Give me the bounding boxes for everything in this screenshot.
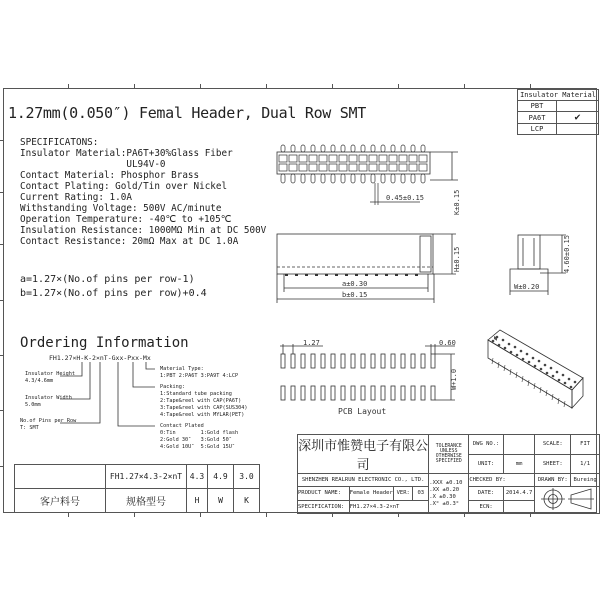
spec-line: Insulator Material:PA6T+30%Glass Fiber <box>20 148 233 159</box>
frame-tick <box>398 84 399 89</box>
note-insulator-width <box>25 395 72 409</box>
w-value: 4.9 <box>208 465 234 489</box>
note-material-type <box>160 366 238 380</box>
k-label: K <box>234 489 260 513</box>
w-label: W <box>208 489 234 513</box>
dim-w-plus: W+1.0 <box>450 368 458 390</box>
note-insulator-height <box>25 371 75 385</box>
sheet-label: SHEET: <box>535 454 571 474</box>
note-pins-per-row <box>20 418 76 432</box>
material-name: PA6T <box>518 112 557 124</box>
ordering-code: FH1.27×H-K-2×nT-Gxx-Pxx-Mx <box>49 354 151 362</box>
title-block <box>297 434 600 514</box>
ecn-value <box>503 500 534 514</box>
note-value: 5.0mm <box>25 402 41 408</box>
note-label: Insulator Width <box>25 395 72 401</box>
spec-line: Contact Plating: Gold/Tin over Nickel <box>20 181 228 192</box>
h-value: 4.3 <box>187 465 208 489</box>
ordering-title: Ordering Information <box>20 335 189 351</box>
spec-line: Operation Temperature: -40℃ to +105℃ <box>20 214 232 225</box>
bom-table <box>14 464 260 513</box>
pcb-layout-label: PCB Layout <box>338 407 387 416</box>
k-value: 3.0 <box>234 465 260 489</box>
frame-tick <box>0 300 4 301</box>
company-name-cell <box>298 435 429 474</box>
customer-part-value <box>15 465 106 489</box>
note-label: Contact Plated <box>160 423 204 429</box>
note-value: 2:Gold 30″ 3:Gold 50″ <box>160 437 232 443</box>
checked-by-label: CHECKED BY: <box>469 474 535 487</box>
third-angle-projection-icon <box>537 487 597 511</box>
note-value: 3:Tape&reel with CAP(SUS304) <box>160 405 248 411</box>
spec-line: Insulation Resistance: 1000MΩ Min at DC 500V <box>20 225 267 236</box>
note-value: 1:PBT 2:PA6T 3:PA9T 4:LCP <box>160 373 239 379</box>
note-contact-plated <box>160 423 238 451</box>
note-label: Packing: <box>160 384 185 390</box>
material-name: PBT <box>518 101 557 112</box>
dim-h: H±0.15 <box>453 246 461 272</box>
spec-line: Withstanding Voltage: 500V AC/minute <box>20 203 222 214</box>
tolerance-values <box>429 474 469 514</box>
specifications-heading: SPECIFICATONS: <box>20 137 99 148</box>
ecn-label: ECN: <box>469 500 504 514</box>
note-label: Insulator Height <box>25 371 75 377</box>
tolerance-line: .X° ±0.3° <box>429 500 460 507</box>
note-label: No.of Pins per Row <box>20 418 77 424</box>
drawing-title: 1.27mm(0.050″) Femal Header, Dual Row SMT <box>8 104 366 122</box>
insulator-material-table <box>517 89 599 135</box>
dim-pad: 0.60 <box>439 339 456 347</box>
drawn-by-label: DRAWN BY: <box>535 474 571 487</box>
dim-w: W±0.20 <box>514 283 540 291</box>
specifications-block <box>20 137 266 247</box>
note-value: 0:Tin 1:Gold flash <box>160 430 239 436</box>
tolerance-line: .X ±0.30 <box>429 493 456 500</box>
spec-line: Contact Resistance: 20mΩ Max at DC 1.0A <box>20 236 239 247</box>
dim-a: a±0.30 <box>342 280 368 288</box>
frame-tick <box>0 140 4 141</box>
note-value: 4.3/4.6mm <box>25 378 54 384</box>
tolerance-line: .XX ±0.20 <box>429 486 460 493</box>
projection-symbol-cell <box>535 487 600 514</box>
tolerance-label: TOLERANCE UNLESS OTHERWISE SPECIFIED <box>429 435 469 474</box>
frame-tick <box>332 84 333 89</box>
dim-b: b±0.15 <box>342 291 368 299</box>
checkmark-icon: ✔ <box>557 112 599 124</box>
date-value: 2014.4.7 <box>503 487 534 501</box>
frame-tick <box>0 466 4 467</box>
customer-part-label: 客户料号 <box>15 489 106 513</box>
company-name-cn: 深圳市惟赞电子有限公司 <box>298 439 429 473</box>
dim-k: K±0.15 <box>453 189 461 215</box>
product-name-label: PRODUCT NAME: <box>298 487 350 501</box>
note-value: T: SMT <box>20 425 39 431</box>
ver-label: VER: <box>394 487 413 501</box>
spec-line: Current Rating: 1.0A <box>20 192 132 203</box>
note-packing <box>160 384 247 419</box>
frame-tick <box>0 355 4 356</box>
note-value: 4:Tape&reel with MYLAR(PET) <box>160 412 245 418</box>
dwg-no-value <box>503 435 534 455</box>
unit-label: UNIT: <box>469 454 504 474</box>
specification-value: FH1.27×4.3-2×nT <box>349 500 429 514</box>
h-label: H <box>187 489 208 513</box>
note-value: 1:Standard tube packing <box>160 391 232 397</box>
tolerance-line: .XXX ±0.10 <box>429 479 463 486</box>
material-check <box>557 101 599 112</box>
note-value: 2:Tape&reel with CAP(PA6T) <box>160 398 242 404</box>
frame-tick <box>134 84 135 89</box>
dim-460: 4.60±0.15 <box>563 235 571 273</box>
sheet-value: 1/1 <box>571 454 600 474</box>
frame-tick <box>0 192 4 193</box>
company-name-en: SHENZHEN REALRUN ELECTRONIC CO., LTD. <box>298 474 429 487</box>
ver-value: 03 <box>413 487 429 501</box>
frame-tick <box>200 84 201 89</box>
dim-pin-width: 0.45±0.15 <box>386 194 424 202</box>
note-label: Material Type: <box>160 366 204 372</box>
scale-value: FIT <box>571 435 600 455</box>
material-check <box>557 124 599 135</box>
drawn-by-value: Bureing <box>571 474 600 487</box>
formula-b: b=1.27×(No.of pins per row)+0.4 <box>20 288 207 299</box>
specification-label: SPECIFICATION: <box>298 500 350 514</box>
scale-label: SCALE: <box>535 435 571 455</box>
formula-a: a=1.27×(No.of pins per row-1) <box>20 274 195 285</box>
date-label: DATE: <box>469 487 504 501</box>
spec-line: Contact Material: Phosphor Brass <box>20 170 200 181</box>
spec-value: FH1.27×4.3-2×nT <box>106 465 187 489</box>
material-name: LCP <box>518 124 557 135</box>
formulas <box>20 273 207 301</box>
unit-value: mm <box>503 454 534 474</box>
spec-line: UL94V-0 <box>20 159 166 170</box>
frame-tick <box>464 84 465 89</box>
spec-label: 规格型号 <box>106 489 187 513</box>
product-name-value: Female Header <box>349 487 393 501</box>
frame-tick <box>0 244 4 245</box>
insulator-material-header: Insulator Material <box>518 90 599 101</box>
frame-tick <box>266 84 267 89</box>
note-value: 4:Gold 10U″ 5:Gold 15U″ <box>160 444 235 450</box>
frame-tick <box>266 512 267 517</box>
frame-tick <box>68 84 69 89</box>
dim-pitch: 1.27 <box>303 339 320 347</box>
dwg-no-label: DWG NO.: <box>469 435 504 455</box>
frame-tick <box>0 410 4 411</box>
